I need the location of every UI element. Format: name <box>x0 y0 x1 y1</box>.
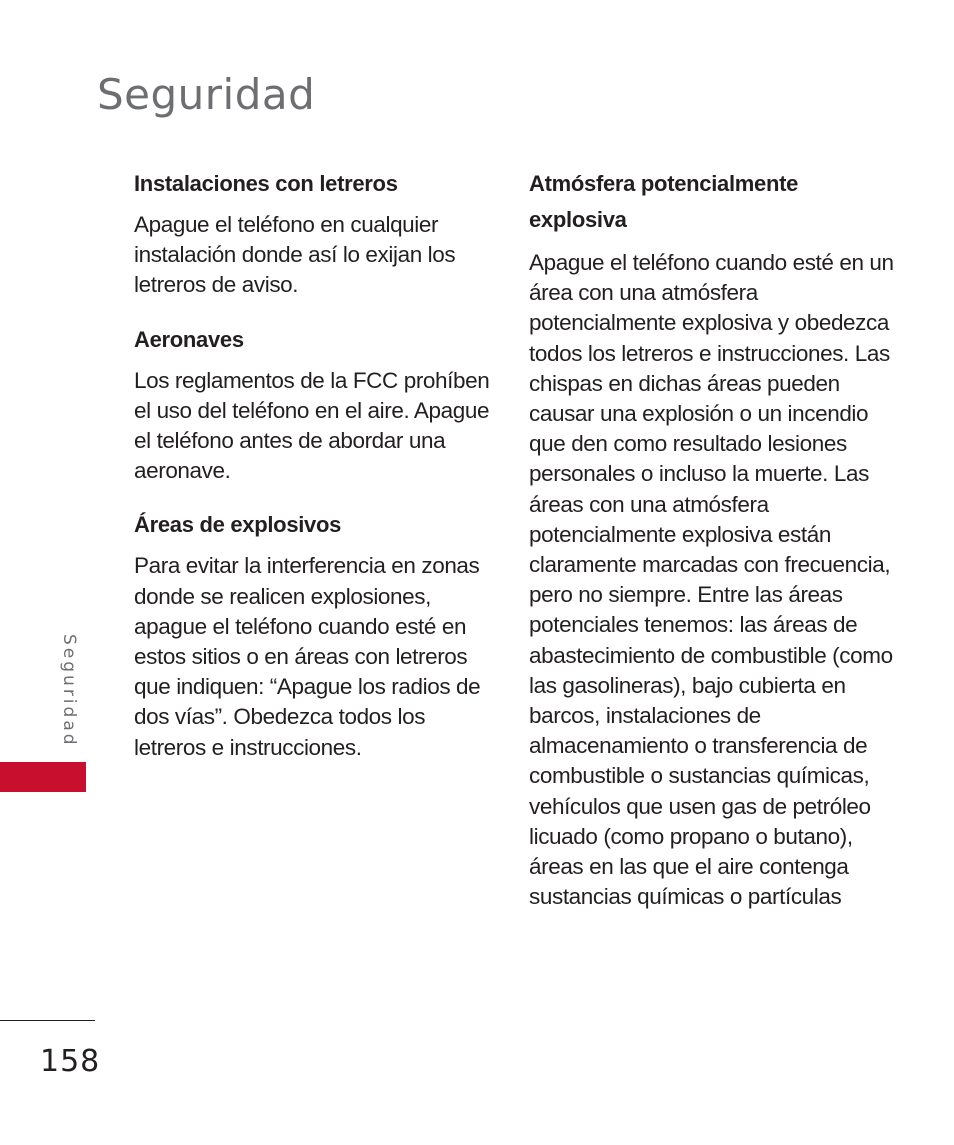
section-instalaciones-con-letreros <box>134 166 494 301</box>
section-areas-de-explosivos <box>134 507 494 762</box>
section-body: Apague el teléfono en cualquier instalación donde así lo exijan los letreros de aviso. <box>134 212 456 298</box>
right-column <box>529 166 899 933</box>
side-tab-label: Seguridad <box>59 634 79 748</box>
section-heading: Instalaciones con letreros <box>134 171 398 196</box>
section-body: Apague el teléfono cuando esté en un área con una atmósfera potencialmente explosiva y obedezca todos los letreros e instrucciones. Las chispas en dichas áreas pueden causar una explosión o un incendio que den como resultado lesiones personales o incluso la muerte. Las áreas con una atmósfera potencialmente explosiva están claramente marcadas con frecuencia, pero no siempre. Entre las áreas potenciales tenemos: las áreas de abastecimiento de combustible (como las gasolineras), bajo cubierta en barcos, instalaciones de almacenamiento o transferencia de combustible o sustancias químicas, vehículos que usen gas de petróleo licuado (como propano o butano), áreas en las que el aire contenga sustancias químicas o partículas <box>529 250 894 910</box>
section-heading: Atmósfera potencialmente explosiva <box>529 171 799 232</box>
page-number: 158 <box>40 1044 101 1079</box>
section-heading: Aeronaves <box>134 326 244 352</box>
footer-divider <box>0 1020 95 1021</box>
section-body: Los reglamentos de la FCC prohíben el uso del teléfono en el aire. Apague el teléfono antes de abordar una aeronave. <box>134 367 490 484</box>
section-aeronaves <box>134 322 494 487</box>
section-body: Para evitar la interferencia en zonas donde se realicen explosiones, apague el teléfono cuando esté en estos sitios o en áreas con letreros que indiquen: “Apague los radios de dos vías”. Obedezca todos los letreros e instrucciones. <box>134 553 481 760</box>
side-tab-marker <box>0 762 86 792</box>
page-title: Seguridad <box>97 70 316 119</box>
section-heading: Áreas de explosivos <box>134 512 342 538</box>
section-atmosfera-potencialmente-explosiva <box>529 166 899 912</box>
left-column <box>134 166 494 784</box>
